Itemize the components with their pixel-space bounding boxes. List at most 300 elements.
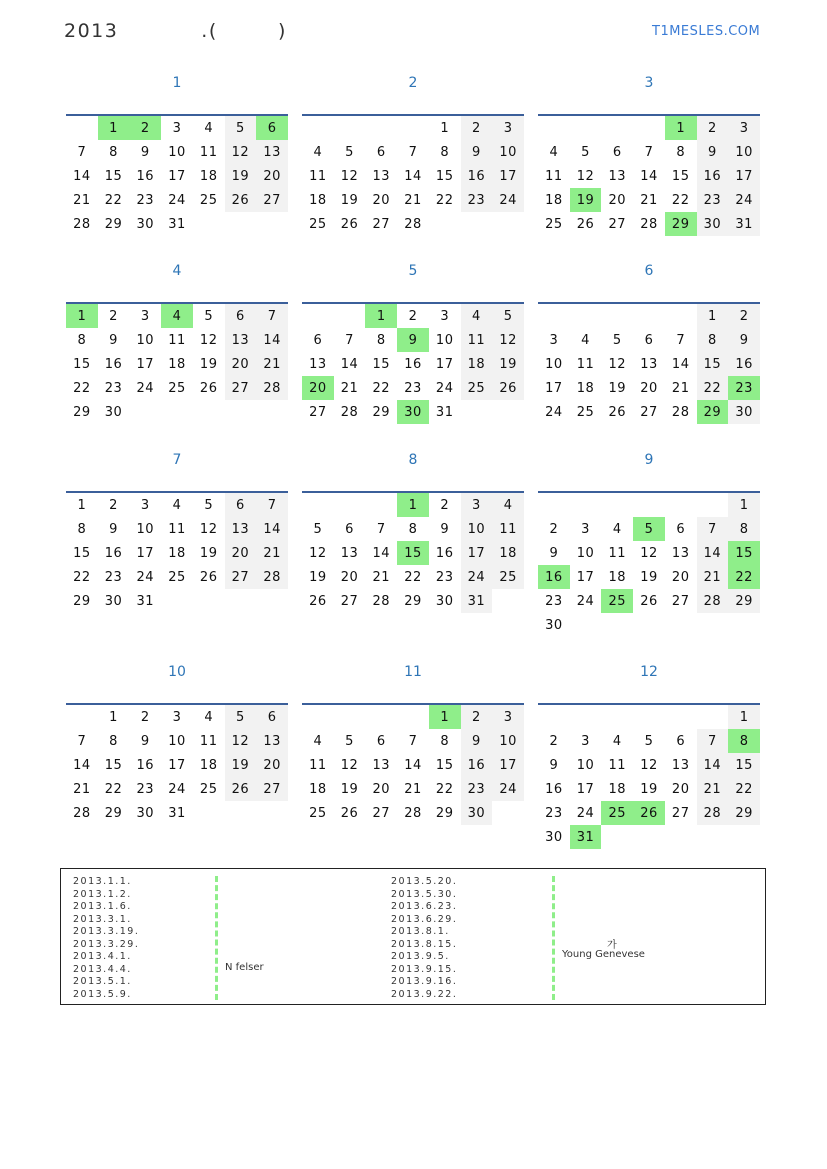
month-name: 6	[644, 263, 654, 279]
day-cell: 31	[168, 805, 186, 821]
day-cell: 4	[313, 733, 323, 749]
month-name: 3	[644, 75, 654, 91]
day-cell: 3	[549, 332, 559, 348]
day-cell: 3	[492, 705, 524, 729]
month-name: 1	[172, 75, 182, 91]
note-date: 2013.3.29.	[73, 938, 140, 950]
day-cell: 16	[545, 781, 563, 797]
day-cell: 18	[309, 192, 327, 208]
holiday-day-cell: 25	[601, 801, 633, 825]
holiday-day-cell: 22	[728, 565, 760, 589]
notes-right-dates	[391, 876, 457, 1001]
day-cell: 30	[435, 593, 454, 609]
day-cell: 14	[73, 168, 91, 184]
day-cell: 23	[461, 777, 493, 801]
holiday-notes	[60, 868, 766, 1005]
day-cell: 9	[728, 328, 760, 352]
note-date: 2013.1.1.	[73, 876, 132, 887]
day-cell: 15	[73, 545, 91, 561]
day-cell: 16	[461, 164, 493, 188]
day-cell: 11	[309, 757, 327, 773]
day-cell: 29	[104, 805, 123, 821]
day-cell: 21	[73, 192, 91, 208]
day-cell: 26	[340, 805, 359, 821]
day-cell: 7	[256, 304, 288, 328]
empty-cell	[334, 493, 366, 517]
month-days-grid	[538, 703, 760, 849]
day-cell: 27	[256, 188, 288, 212]
day-cell: 25	[168, 569, 186, 585]
month-name: 4	[172, 263, 182, 279]
day-cell: 30	[104, 593, 123, 609]
holiday-day-cell: 20	[302, 376, 334, 400]
day-cell: 15	[728, 753, 760, 777]
day-cell: 5	[492, 304, 524, 328]
day-cell: 7	[345, 332, 354, 348]
note-date: 2013.1.6.	[73, 901, 132, 912]
note-date: 2013.9.16.	[391, 976, 458, 987]
empty-cell	[538, 705, 570, 729]
day-cell: 10	[136, 332, 155, 348]
month-days-grid	[66, 491, 288, 613]
day-cell: 6	[376, 144, 386, 160]
day-cell: 16	[461, 753, 493, 777]
day-cell: 17	[728, 164, 760, 188]
day-cell: 6	[345, 521, 354, 537]
day-cell: 6	[676, 733, 686, 749]
day-cell: 14	[404, 168, 422, 184]
day-cell: 11	[199, 144, 218, 160]
day-cell: 6	[612, 144, 622, 160]
empty-cell	[601, 116, 633, 140]
notes-right-bar	[552, 876, 555, 1000]
day-cell: 31	[728, 212, 760, 236]
day-cell: 2	[697, 116, 729, 140]
day-cell: 3	[492, 116, 524, 140]
notes-left-label: N felser	[225, 962, 264, 973]
empty-cell	[334, 705, 366, 729]
day-cell: 9	[461, 140, 493, 164]
day-cell: 8	[109, 144, 118, 160]
empty-cell	[302, 116, 334, 140]
day-cell: 30	[697, 212, 729, 236]
month-name: 10	[168, 664, 186, 680]
day-cell: 22	[435, 192, 454, 208]
day-cell: 15	[435, 757, 454, 773]
day-cell: 18	[545, 192, 563, 208]
day-cell: 29	[728, 801, 760, 825]
day-cell: 13	[671, 545, 690, 561]
day-cell: 9	[140, 144, 150, 160]
day-cell: 27	[640, 404, 658, 420]
month-name: 12	[640, 664, 658, 680]
empty-cell	[365, 705, 397, 729]
day-cell: 24	[545, 404, 563, 420]
day-cell: 29	[104, 216, 123, 232]
month-days-grid	[538, 491, 760, 637]
day-cell: 14	[697, 753, 729, 777]
day-cell: 16	[697, 164, 729, 188]
page-title: 2013 .( )	[64, 20, 287, 42]
day-cell: 27	[671, 805, 690, 821]
day-cell: 28	[697, 589, 729, 613]
empty-cell	[570, 493, 602, 517]
day-cell: 18	[608, 781, 627, 797]
day-cell: 16	[136, 168, 155, 184]
day-cell: 27	[372, 216, 391, 232]
note-date: 2013.5.20.	[391, 876, 458, 887]
day-cell: 28	[671, 404, 690, 420]
day-cell: 12	[340, 757, 359, 773]
day-cell: 5	[313, 521, 323, 537]
day-cell: 7	[77, 733, 87, 749]
day-cell: 11	[168, 332, 186, 348]
day-cell: 10	[576, 545, 595, 561]
day-cell: 29	[73, 593, 91, 609]
holiday-day-cell: 31	[570, 825, 602, 849]
day-cell: 7	[408, 733, 418, 749]
day-cell: 17	[168, 168, 186, 184]
day-cell: 14	[640, 168, 658, 184]
day-cell: 26	[199, 569, 218, 585]
day-cell: 21	[372, 569, 391, 585]
month-name: 2	[408, 75, 418, 91]
empty-cell	[697, 493, 729, 517]
day-cell: 22	[697, 376, 729, 400]
day-cell: 11	[608, 545, 627, 561]
day-cell: 25	[199, 781, 218, 797]
day-cell: 27	[372, 805, 391, 821]
day-cell: 23	[545, 593, 563, 609]
day-cell: 20	[256, 164, 288, 188]
day-cell: 12	[492, 328, 524, 352]
day-cell: 8	[440, 144, 450, 160]
day-cell: 5	[644, 733, 654, 749]
day-cell: 5	[345, 144, 354, 160]
empty-cell	[302, 493, 334, 517]
day-cell: 22	[104, 781, 123, 797]
day-cell: 31	[136, 593, 155, 609]
day-cell: 29	[404, 593, 422, 609]
day-cell: 20	[372, 781, 391, 797]
day-cell: 12	[199, 521, 218, 537]
day-cell: 18	[199, 757, 218, 773]
holiday-day-cell: 1	[98, 116, 130, 140]
day-cell: 25	[199, 192, 218, 208]
day-cell: 29	[435, 805, 454, 821]
day-cell: 20	[640, 380, 658, 396]
day-cell: 9	[109, 521, 118, 537]
holiday-day-cell: 1	[365, 304, 397, 328]
day-cell: 3	[581, 521, 590, 537]
day-cell: 8	[440, 733, 450, 749]
brand-link[interactable]: T1MESLES.COM	[652, 24, 761, 39]
day-cell: 3	[461, 493, 493, 517]
holiday-day-cell: 19	[570, 188, 602, 212]
day-cell: 27	[671, 593, 690, 609]
day-cell: 13	[671, 757, 690, 773]
day-cell: 8	[109, 733, 118, 749]
month-name: 5	[408, 263, 418, 279]
day-cell: 8	[376, 332, 386, 348]
day-cell: 13	[225, 328, 257, 352]
day-cell: 14	[404, 757, 422, 773]
day-cell: 28	[256, 376, 288, 400]
day-cell: 11	[461, 328, 493, 352]
day-cell: 3	[581, 733, 590, 749]
month-days-grid	[302, 491, 524, 613]
empty-cell	[633, 116, 665, 140]
day-cell: 28	[340, 404, 359, 420]
day-cell: 14	[73, 757, 91, 773]
empty-cell	[397, 705, 429, 729]
month-days-grid	[66, 302, 288, 424]
holiday-day-cell: 30	[397, 400, 429, 424]
empty-cell	[538, 116, 570, 140]
day-cell: 17	[136, 356, 155, 372]
day-cell: 31	[461, 589, 493, 613]
day-cell: 3	[140, 497, 150, 513]
holiday-day-cell: 29	[697, 400, 729, 424]
note-date: 2013.3.1.	[73, 913, 132, 925]
day-cell: 24	[136, 380, 155, 396]
day-cell: 8	[728, 517, 760, 541]
holiday-day-cell: 1	[665, 116, 697, 140]
day-cell: 9	[440, 521, 450, 537]
day-cell: 23	[136, 192, 155, 208]
day-cell: 15	[104, 757, 123, 773]
day-cell: 11	[576, 356, 595, 372]
day-cell: 2	[461, 705, 493, 729]
day-cell: 14	[671, 356, 690, 372]
day-cell: 20	[225, 541, 257, 565]
day-cell: 25	[545, 216, 563, 232]
day-cell: 10	[492, 140, 524, 164]
day-cell: 19	[640, 781, 658, 797]
empty-cell	[334, 116, 366, 140]
day-cell: 27	[309, 404, 327, 420]
month-days-grid	[302, 302, 524, 424]
holiday-day-cell: 2	[129, 116, 161, 140]
day-cell: 23	[104, 380, 123, 396]
day-cell: 28	[73, 805, 91, 821]
day-cell: 19	[199, 356, 218, 372]
day-cell: 29	[73, 404, 91, 420]
empty-cell	[365, 493, 397, 517]
holiday-day-cell: 15	[397, 541, 429, 565]
day-cell: 17	[136, 545, 155, 561]
day-cell: 24	[728, 188, 760, 212]
day-cell: 18	[492, 541, 524, 565]
day-cell: 20	[340, 569, 359, 585]
day-cell: 14	[256, 328, 288, 352]
day-cell: 26	[608, 404, 627, 420]
day-cell: 22	[671, 192, 690, 208]
note-date: 2013.6.23.	[391, 901, 458, 912]
day-cell: 4	[549, 144, 559, 160]
day-cell: 25	[309, 216, 327, 232]
day-cell: 2	[440, 497, 450, 513]
day-cell: 22	[104, 192, 123, 208]
day-cell: 5	[225, 116, 257, 140]
day-cell: 28	[256, 565, 288, 589]
day-cell: 8	[77, 521, 87, 537]
day-cell: 8	[408, 521, 418, 537]
empty-cell	[570, 116, 602, 140]
day-cell: 24	[576, 805, 595, 821]
day-cell: 17	[545, 380, 563, 396]
day-cell: 11	[168, 521, 186, 537]
day-cell: 9	[461, 729, 493, 753]
day-cell: 23	[545, 805, 563, 821]
note-date: 2013.9.15.	[391, 963, 458, 975]
day-cell: 20	[372, 192, 391, 208]
day-cell: 7	[77, 144, 87, 160]
day-cell: 13	[256, 729, 288, 753]
note-date: 2013.6.29.	[391, 913, 458, 925]
day-cell: 13	[640, 356, 658, 372]
day-cell: 21	[640, 192, 658, 208]
day-cell: 17	[492, 753, 524, 777]
day-cell: 1	[77, 497, 87, 513]
day-cell: 30	[136, 805, 155, 821]
day-cell: 27	[340, 593, 359, 609]
holiday-day-cell: 8	[728, 729, 760, 753]
empty-cell	[601, 304, 633, 328]
day-cell: 4	[581, 332, 590, 348]
day-cell: 14	[256, 517, 288, 541]
day-cell: 1	[697, 304, 729, 328]
note-date: 2013.4.4.	[73, 963, 132, 975]
day-cell: 23	[136, 781, 155, 797]
month-days-grid	[538, 302, 760, 424]
day-cell: 7	[644, 144, 654, 160]
day-cell: 25	[461, 376, 493, 400]
notes-left-bar	[215, 876, 218, 1000]
empty-cell	[601, 705, 633, 729]
day-cell: 13	[372, 757, 391, 773]
note-date: 2013.9.5.	[391, 951, 450, 962]
holiday-day-cell: 9	[397, 328, 429, 352]
day-cell: 15	[104, 168, 123, 184]
day-cell: 8	[697, 328, 729, 352]
day-cell: 18	[608, 569, 627, 585]
day-cell: 9	[549, 545, 559, 561]
day-cell: 18	[461, 352, 493, 376]
day-cell: 24	[492, 188, 524, 212]
day-cell: 6	[644, 332, 654, 348]
day-cell: 12	[640, 757, 658, 773]
day-cell: 25	[576, 404, 595, 420]
empty-cell	[66, 705, 98, 729]
day-cell: 16	[104, 356, 123, 372]
day-cell: 24	[435, 380, 454, 396]
day-cell: 12	[225, 140, 257, 164]
day-cell: 10	[492, 729, 524, 753]
day-cell: 29	[728, 589, 760, 613]
empty-cell	[570, 304, 602, 328]
day-cell: 27	[225, 376, 257, 400]
day-cell: 1	[109, 709, 118, 725]
day-cell: 26	[640, 593, 658, 609]
day-cell: 15	[671, 168, 690, 184]
day-cell: 12	[640, 545, 658, 561]
day-cell: 2	[109, 308, 118, 324]
day-cell: 25	[309, 805, 327, 821]
holiday-day-cell: 15	[728, 541, 760, 565]
day-cell: 16	[404, 356, 422, 372]
day-cell: 17	[435, 356, 454, 372]
day-cell: 7	[256, 493, 288, 517]
day-cell: 14	[340, 356, 359, 372]
day-cell: 6	[676, 521, 686, 537]
day-cell: 21	[73, 781, 91, 797]
day-cell: 19	[340, 192, 359, 208]
day-cell: 26	[225, 188, 257, 212]
day-cell: 25	[492, 565, 524, 589]
holiday-day-cell: 1	[397, 493, 429, 517]
day-cell: 19	[608, 380, 627, 396]
day-cell: 21	[340, 380, 359, 396]
day-cell: 30	[136, 216, 155, 232]
day-cell: 14	[697, 541, 729, 565]
notes-left-dates	[73, 876, 139, 1001]
holiday-day-cell: 16	[538, 565, 570, 589]
day-cell: 3	[140, 308, 150, 324]
day-cell: 8	[77, 332, 87, 348]
empty-cell	[633, 304, 665, 328]
day-cell: 1	[440, 120, 450, 136]
note-date: 2013.9.22.	[391, 988, 458, 1000]
day-cell: 17	[576, 781, 595, 797]
day-cell: 24	[168, 192, 186, 208]
day-cell: 24	[136, 569, 155, 585]
day-cell: 24	[461, 565, 493, 589]
day-cell: 21	[671, 380, 690, 396]
day-cell: 21	[256, 352, 288, 376]
empty-cell	[633, 493, 665, 517]
day-cell: 31	[168, 216, 186, 232]
holiday-day-cell: 4	[161, 304, 193, 328]
day-cell: 11	[199, 733, 218, 749]
day-cell: 7	[408, 144, 418, 160]
day-cell: 3	[172, 120, 182, 136]
day-cell: 15	[372, 356, 391, 372]
empty-cell	[365, 116, 397, 140]
day-cell: 13	[372, 168, 391, 184]
day-cell: 2	[549, 733, 559, 749]
notes-right-label-1: 가	[607, 940, 617, 951]
note-date: 2013.5.30.	[391, 888, 458, 900]
day-cell: 12	[340, 168, 359, 184]
empty-cell	[302, 705, 334, 729]
day-cell: 13	[340, 545, 359, 561]
day-cell: 19	[640, 569, 658, 585]
day-cell: 5	[581, 144, 590, 160]
holiday-day-cell: 25	[601, 589, 633, 613]
day-cell: 18	[576, 380, 595, 396]
holiday-day-cell: 6	[256, 116, 288, 140]
note-date: 2013.8.15.	[391, 938, 458, 950]
day-cell: 19	[492, 352, 524, 376]
empty-cell	[66, 116, 98, 140]
day-cell: 7	[697, 729, 729, 753]
day-cell: 23	[104, 569, 123, 585]
day-cell: 2	[728, 304, 760, 328]
day-cell: 13	[256, 140, 288, 164]
note-date: 2013.5.9.	[73, 988, 132, 1000]
day-cell: 22	[435, 781, 454, 797]
